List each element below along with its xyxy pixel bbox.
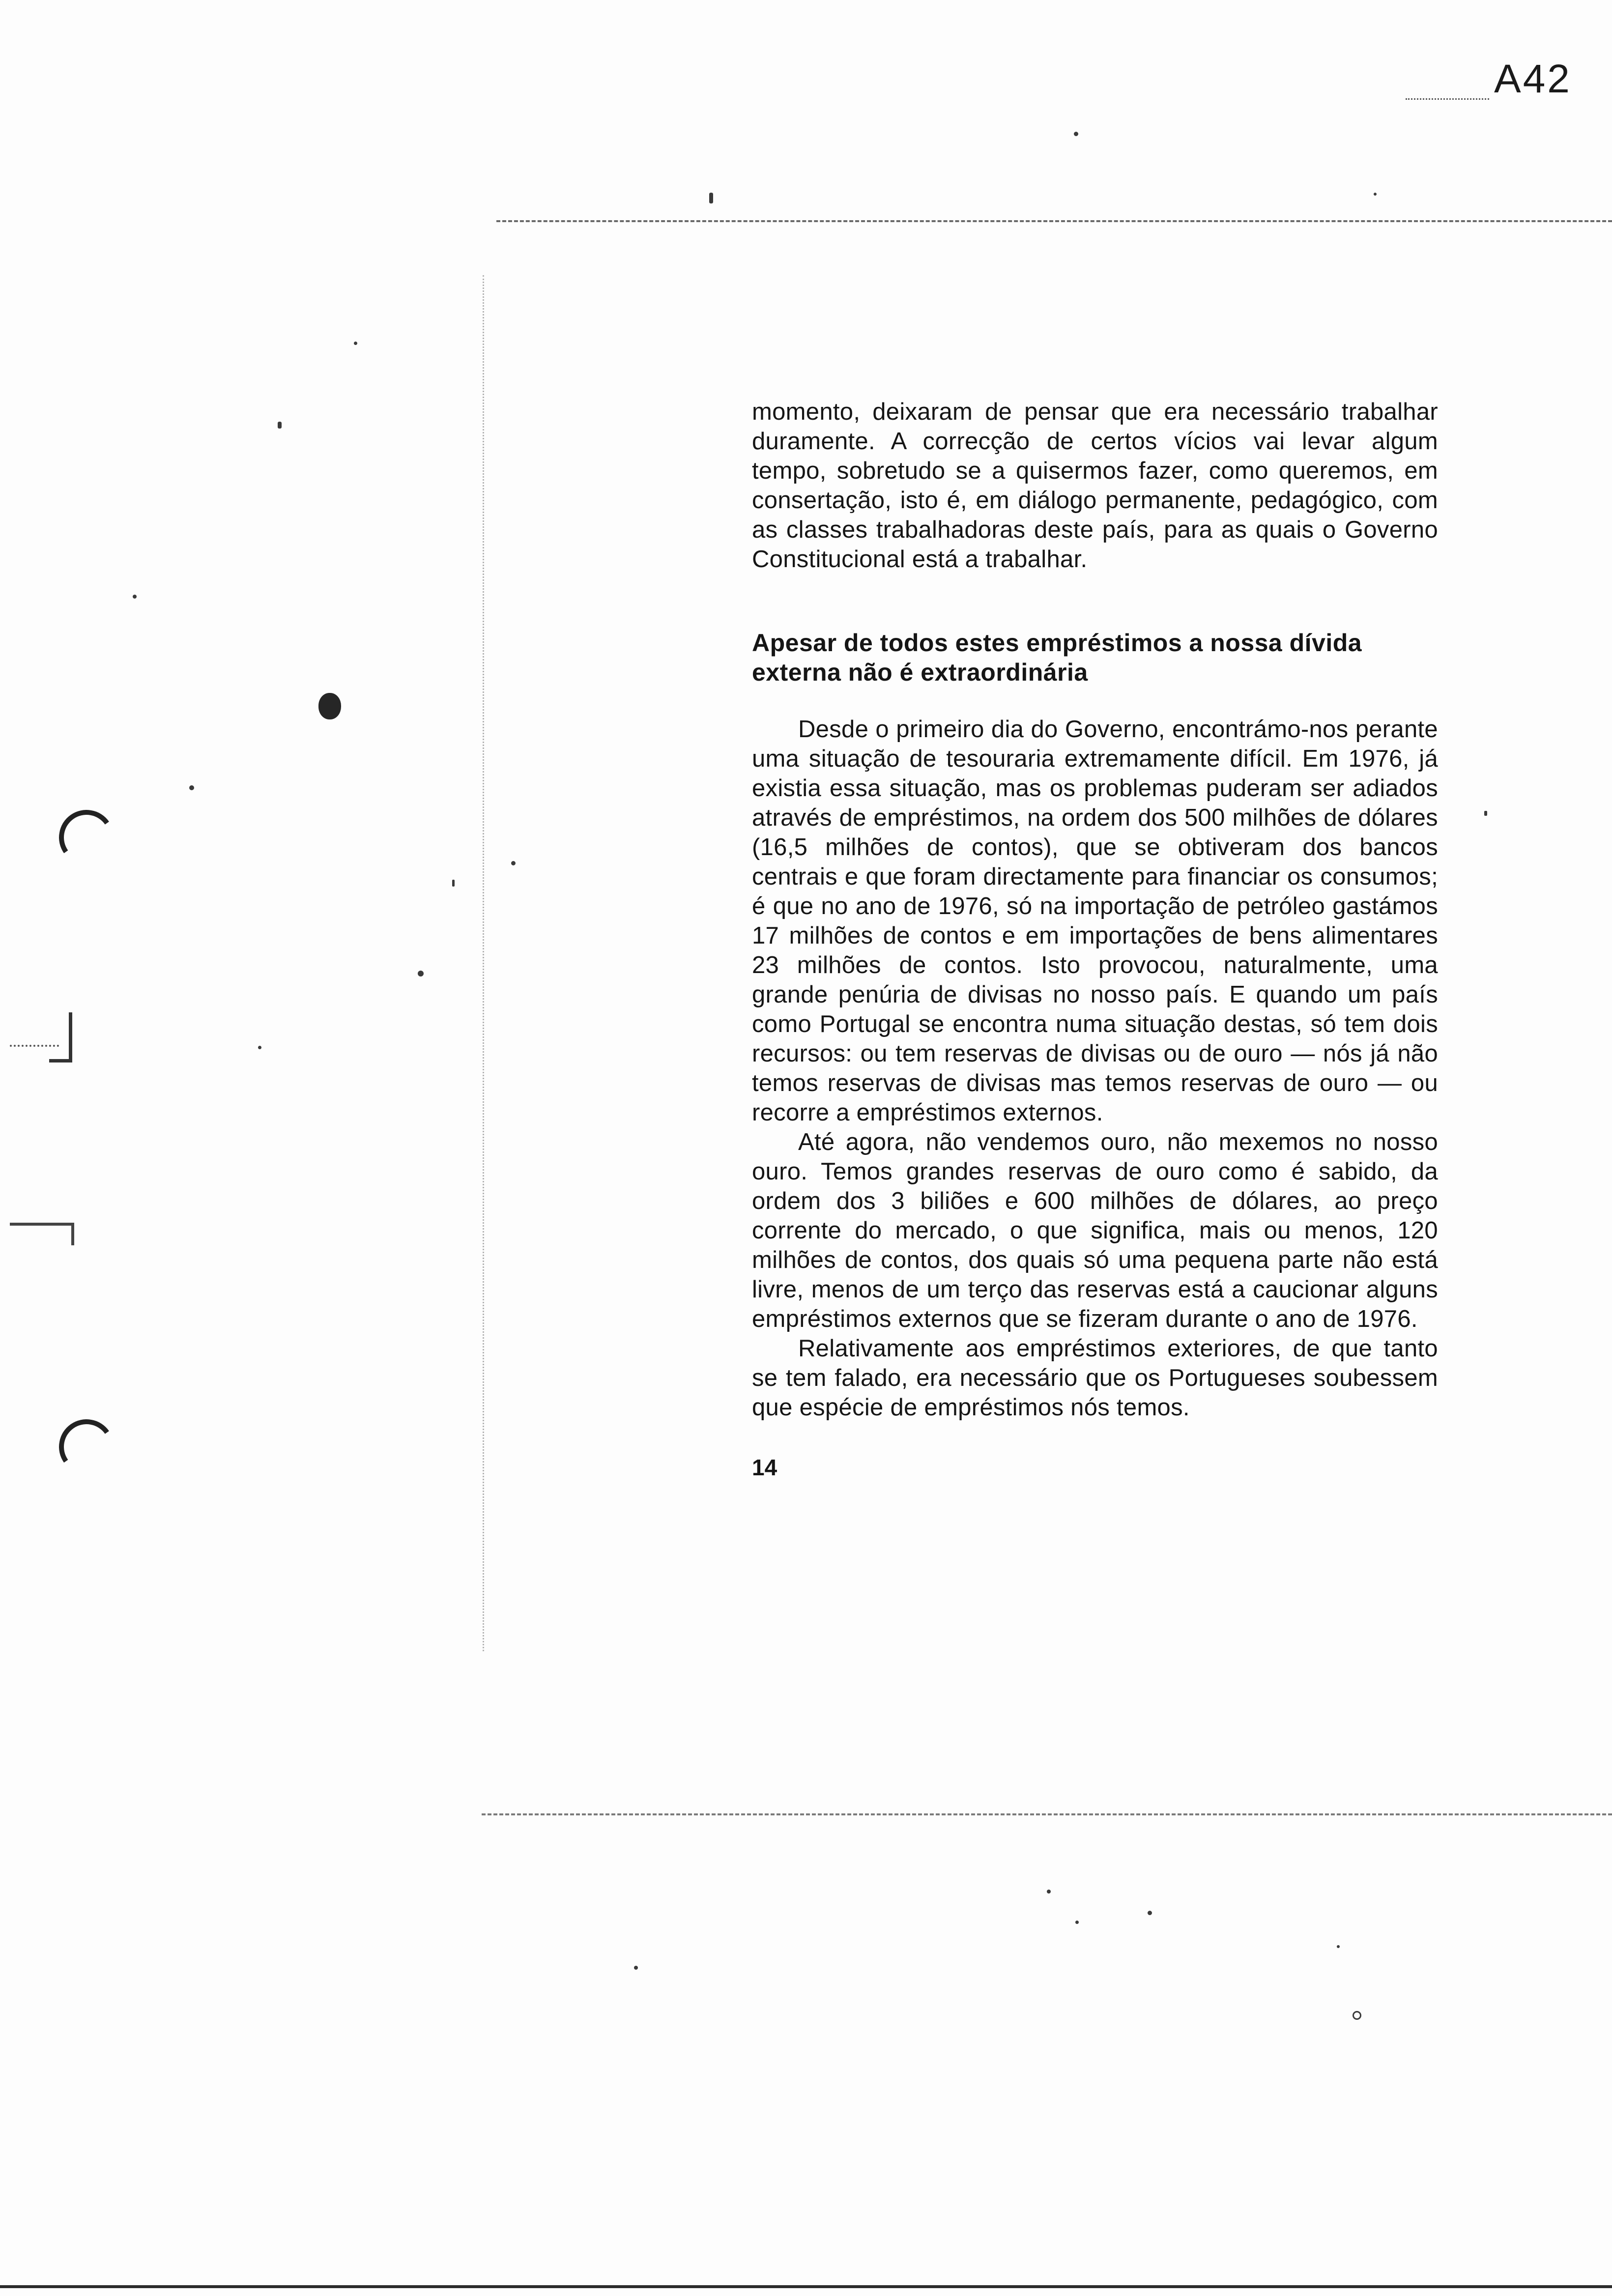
fold-line — [483, 275, 484, 1651]
dust-speck — [452, 880, 455, 887]
dust-speck — [418, 971, 424, 976]
binding-hole-mark — [55, 1415, 118, 1479]
dust-speck — [1353, 2011, 1361, 2020]
dust-speck — [133, 595, 137, 599]
binding-bracket-mark — [10, 1223, 74, 1245]
dust-speck — [354, 342, 357, 345]
archive-dash-mark — [1406, 98, 1489, 100]
body-paragraph: Até agora, não vendemos ouro, não mexemos no nosso ouro. Temos grandes reservas de ouro como é sabido, da ordem dos 3 biliões e 600 milhões de dólares, ao preço corrente do mercado, o que significa, mais ou menos, 120 milhões de contos, dos quais só uma pequena parte não está livre, menos de um terço das reservas está a caucionar alguns empréstimos externos que se fizeram durante o ano de 1976. — [752, 1129, 1438, 1332]
body-paragraph: Desde o primeiro dia do Governo, encontrámo-nos perante uma situação de tesouraria extremamente difícil. Em 1976, já existia essa situação, mas os problemas puderam ser adiados através de empréstimos, na ordem dos 500 milhões de dólares (16,5 milhões de contos), que se obtiveram dos bancos centrais e que foram directamente para financiar os consumos; é que no ano de 1976, só na importação de petróleo gastámos 17 milhões de contos e em importações de bens alimentares 23 milhões de contos. Isto provocou, naturalmente, uma grande penúria de divisas no nosso país. E quando um país como Portugal se encontra numa situação destas, só tem dois recursos: ou tem reservas de divisas ou de ouro — nós já não temos reservas de divisas mas temos reservas de ouro — ou recorre a empréstimos externos. — [752, 716, 1438, 1126]
ink-blot — [318, 693, 341, 719]
section-heading: Apesar de todos estes empréstimos a nossa dívida externa não é extraordinária — [752, 629, 1362, 686]
dust-speck — [258, 1046, 261, 1049]
dust-speck — [709, 193, 713, 203]
dust-speck — [1337, 1945, 1340, 1948]
continuation-paragraph: momento, deixaram de pensar que era necessário trabalhar duramente. A correcção de certos vícios vai levar algum tempo, sobretudo se a quisermos fazer, como queremos, em consertação, isto é, em diálogo permanente, pedagógico, com as classes trabalhadoras deste país, para as quais o Governo Constitucional está a trabalhar. — [752, 399, 1438, 573]
binding-clip-line — [10, 1045, 59, 1047]
top-scan-rule — [496, 220, 1612, 222]
dust-speck — [1374, 193, 1377, 196]
page-bottom-edge — [0, 2285, 1612, 2288]
dust-speck — [189, 785, 194, 790]
dust-speck — [511, 861, 516, 865]
dust-speck — [278, 422, 282, 429]
page-number: 14 — [752, 1455, 777, 1480]
dust-speck — [1047, 1890, 1051, 1894]
dust-speck — [1148, 1911, 1152, 1915]
dust-speck — [1075, 1921, 1079, 1924]
dust-speck — [634, 1966, 638, 1970]
dust-speck — [1484, 811, 1487, 816]
archive-code: A42 — [1494, 57, 1572, 101]
body-paragraph: Relativamente aos empréstimos exteriores, de que tanto se tem falado, era necessário que os Portugueses soubessem que espécie de empréstimos nós temos. — [752, 1335, 1438, 1421]
article-text — [752, 397, 1438, 1482]
binding-clip-mark — [49, 1012, 72, 1062]
bottom-scan-rule — [482, 1813, 1612, 1815]
dust-speck — [1074, 132, 1078, 136]
binding-hole-mark — [55, 805, 118, 869]
